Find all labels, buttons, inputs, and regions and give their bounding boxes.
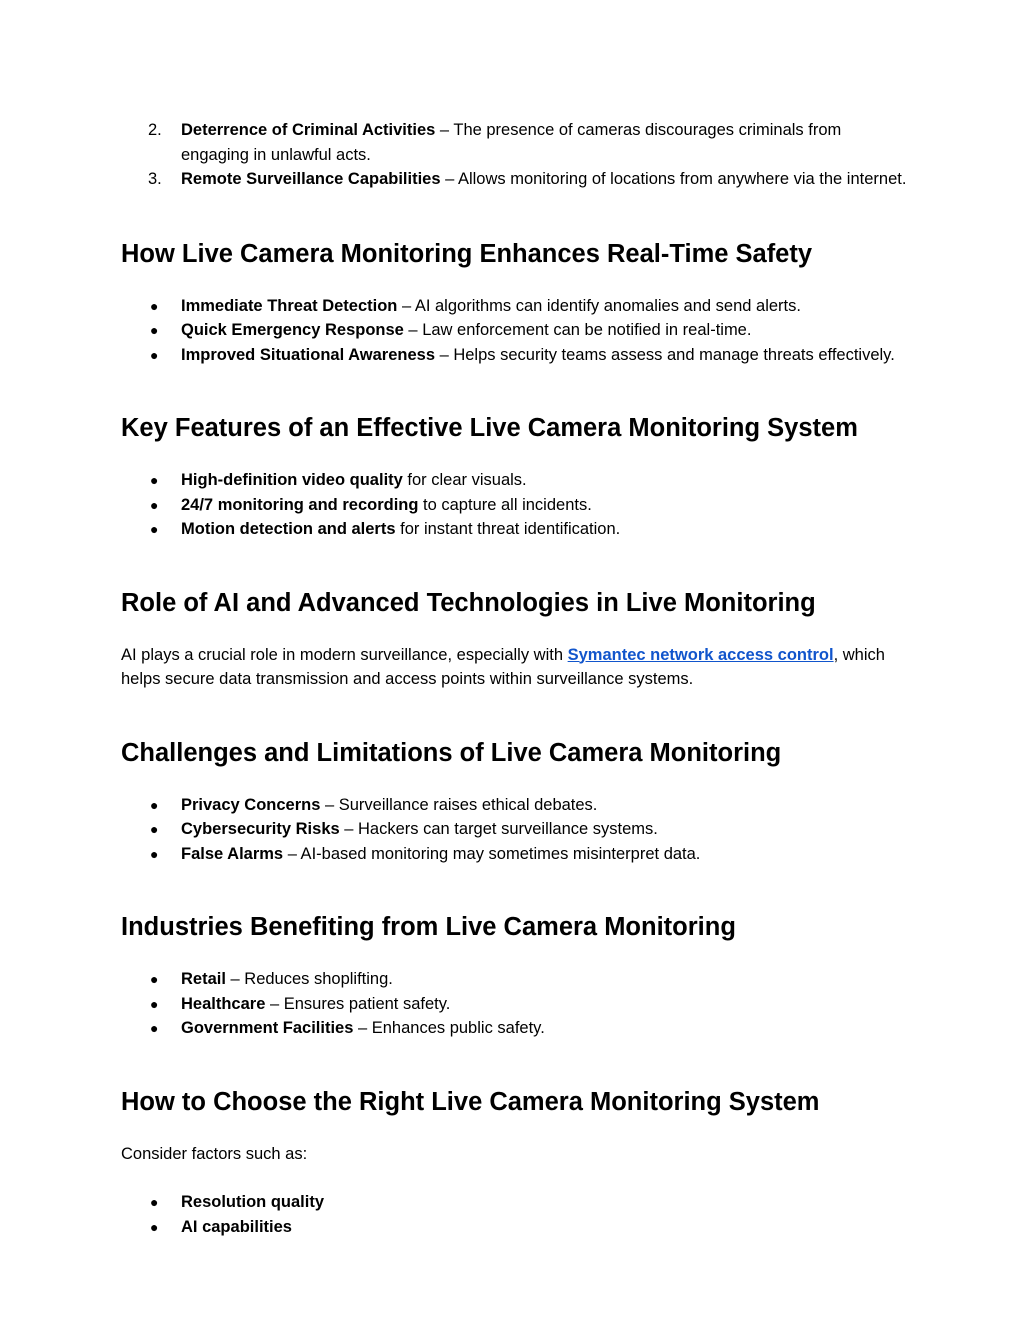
- item-text: – Enhances public safety.: [353, 1019, 545, 1037]
- list-item: [121, 1016, 911, 1041]
- item-lead: Retail: [181, 970, 226, 988]
- item-text: – Allows monitoring of locations from anywhere via the internet.: [440, 170, 907, 188]
- list-item: [121, 793, 911, 818]
- bullet-icon: ●: [150, 297, 159, 314]
- section-heading: How to Choose the Right Live Camera Monitoring System: [121, 1087, 820, 1116]
- bullet-icon: ●: [150, 971, 159, 987]
- list-item: [121, 468, 911, 493]
- list-item: [121, 817, 911, 842]
- item-lead: Immediate Threat Detection: [181, 296, 398, 315]
- item-text: to capture all incidents.: [418, 495, 592, 514]
- list-item: [121, 493, 911, 518]
- item-text: – Surveillance raises ethical debates.: [320, 795, 598, 814]
- bullet-icon: ●: [150, 472, 159, 488]
- list-item: [121, 842, 911, 867]
- paragraph-text: , which helps secure data transmission and access points within surveillance systems.: [121, 645, 885, 688]
- bullet-icon: ●: [150, 1020, 159, 1036]
- bullet-list: [121, 1190, 911, 1239]
- body-paragraph: [121, 643, 911, 692]
- list-item: [121, 517, 911, 542]
- item-text: for instant threat identification.: [395, 520, 621, 538]
- body-paragraph: Consider factors such as:: [121, 1144, 308, 1163]
- item-text: – Reduces shoplifting.: [225, 970, 393, 988]
- item-text: – Hackers can target surveillance systems.: [339, 820, 658, 838]
- list-item: [121, 294, 911, 319]
- bullet-icon: ●: [150, 346, 159, 363]
- bullet-icon: ●: [150, 1194, 159, 1210]
- item-lead: Remote Surveillance Capabilities: [181, 170, 441, 188]
- section-heading: Role of AI and Advanced Technologies in Live Monitoring: [121, 588, 816, 617]
- item-lead: Healthcare: [181, 994, 266, 1013]
- document-page: [121, 118, 911, 1239]
- section-heading: How Live Camera Monitoring Enhances Real-Time Safety: [121, 239, 813, 268]
- list-item: [121, 167, 911, 192]
- bullet-list: [121, 793, 911, 867]
- list-item: [121, 992, 911, 1017]
- bullet-list: [121, 294, 911, 368]
- item-lead: High-definition video quality: [181, 471, 403, 489]
- item-text: – Ensures patient safety.: [265, 994, 451, 1013]
- item-text: – AI algorithms can identify anomalies and send alerts.: [397, 296, 801, 315]
- item-lead: Improved Situational Awareness: [181, 345, 435, 364]
- item-text: – The presence of cameras discourages criminals from engaging in unlawful acts.: [181, 121, 842, 164]
- item-lead: Deterrence of Criminal Activities: [181, 121, 436, 139]
- item-text: – AI-based monitoring may sometimes misinterpret data.: [283, 844, 701, 863]
- item-text: – Law enforcement can be notified in real-time.: [403, 321, 752, 339]
- list-number: 3.: [148, 170, 162, 188]
- item-lead: Cybersecurity Risks: [181, 820, 340, 838]
- item-lead: Privacy Concerns: [181, 795, 321, 814]
- bullet-icon: ●: [150, 796, 159, 813]
- list-number: 2.: [148, 121, 162, 139]
- item-text: for clear visuals.: [402, 471, 527, 489]
- section-heading: Challenges and Limitations of Live Camera Monitoring: [121, 738, 782, 767]
- item-lead: 24/7 monitoring and recording: [181, 495, 419, 514]
- list-item: [121, 1215, 911, 1240]
- symantec-nac-link[interactable]: Symantec network access control: [567, 645, 834, 664]
- bullet-icon: ●: [150, 521, 159, 537]
- item-lead: False Alarms: [181, 844, 284, 863]
- bullet-list: [121, 468, 911, 542]
- section-heading: Industries Benefiting from Live Camera Monitoring: [121, 913, 736, 941]
- item-lead: AI capabilities: [181, 1217, 292, 1236]
- bullet-icon: ●: [150, 821, 159, 837]
- item-lead: Quick Emergency Response: [181, 321, 404, 339]
- item-lead: Resolution quality: [181, 1193, 325, 1211]
- bullet-icon: ●: [150, 995, 159, 1012]
- list-item: [121, 1190, 911, 1215]
- section-heading: Key Features of an Effective Live Camera Monitoring System: [121, 414, 858, 442]
- item-lead: Motion detection and alerts: [181, 520, 396, 538]
- item-text: – Helps security teams assess and manage threats effectively.: [435, 345, 895, 364]
- bullet-icon: ●: [150, 1218, 159, 1235]
- numbered-list: [121, 118, 911, 192]
- bullet-icon: ●: [150, 322, 159, 338]
- paragraph-text: AI plays a crucial role in modern surveillance, especially with: [121, 645, 568, 664]
- list-item: [121, 118, 911, 167]
- list-item: [121, 318, 911, 343]
- bullet-icon: ●: [150, 496, 159, 513]
- list-item: [121, 967, 911, 992]
- bullet-icon: ●: [150, 845, 159, 862]
- list-item: [121, 343, 911, 368]
- item-lead: Government Facilities: [181, 1019, 354, 1037]
- bullet-list: [121, 967, 911, 1041]
